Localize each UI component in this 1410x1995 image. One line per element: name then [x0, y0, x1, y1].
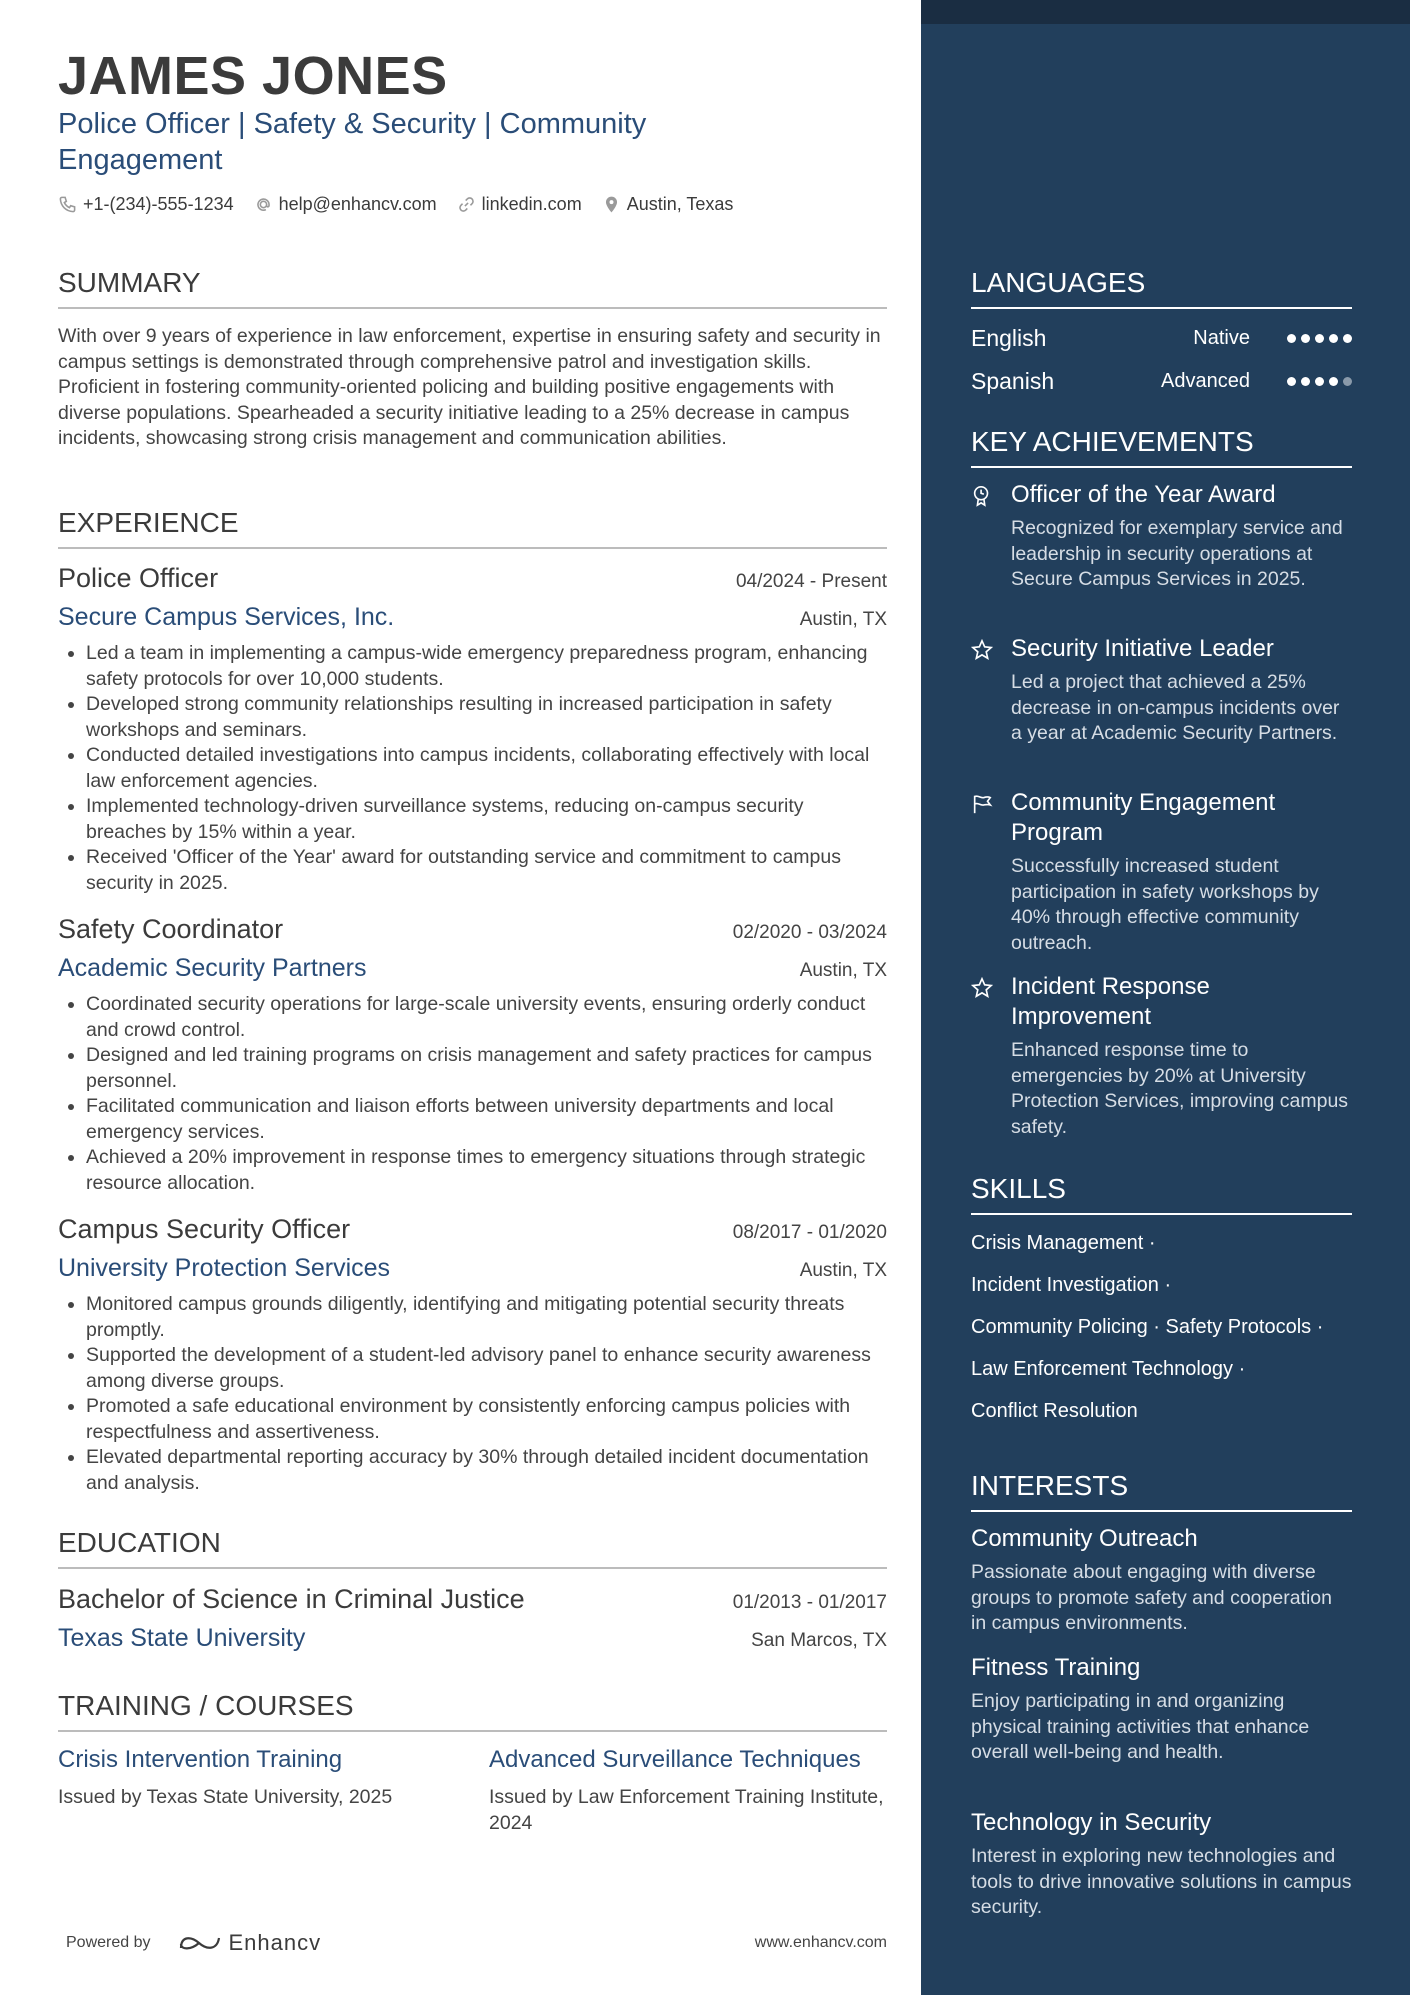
- link-icon: [457, 195, 476, 214]
- bullet-item: • Facilitated communication and liaison efforts between university departments and local emergency services.: [86, 1094, 887, 1145]
- phone-text: +1-(234)-555-1234: [83, 194, 234, 214]
- rating-dot: [1343, 377, 1352, 386]
- enhancv-logo-text: Enhancv: [228, 1930, 322, 1955]
- bullet-item: • Led a team in implementing a campus-wide emergency preparedness program, enhancing safety protocols for over 10,000 students.: [86, 641, 887, 692]
- achievement-item: [971, 480, 1352, 593]
- training-issuer: Issued by Texas State University, 2025: [58, 1786, 393, 1808]
- bullet-item: • Monitored campus grounds diligently, identifying and mitigating potential security threats promptly.: [86, 1292, 887, 1343]
- interest-title: Technology in Security: [971, 1809, 1212, 1836]
- contact-website[interactable]: [457, 194, 582, 215]
- flag-icon: [971, 793, 993, 815]
- rating-dot: [1315, 377, 1324, 386]
- sidebar-top-bar: [921, 0, 1410, 24]
- skill-item: Law Enforcement Technology ·: [971, 1358, 1246, 1380]
- education-entry: [58, 1582, 887, 1654]
- achievement-title: Security Initiative Leader: [1011, 635, 1274, 662]
- job-location: Austin, TX: [799, 1260, 887, 1281]
- job-title: Police Officer: [58, 563, 219, 593]
- interests-title: INTERESTS: [971, 1469, 1352, 1512]
- contact-location: [602, 194, 734, 215]
- star-icon: [971, 977, 993, 999]
- summary-title: SUMMARY: [58, 266, 887, 309]
- email-text: help@enhancv.com: [278, 194, 437, 214]
- education-location: San Marcos, TX: [751, 1630, 887, 1651]
- achievements-title: KEY ACHIEVEMENTS: [971, 425, 1352, 468]
- skill-text: Community Policing: [971, 1316, 1148, 1338]
- interest-desc: Interest in exploring new technologies and tools to drive innovative solutions in campus security.: [971, 1845, 1352, 1918]
- bullet-item: • Achieved a 20% improvement in response times to emergency situations through strategic resource allocation.: [86, 1145, 887, 1196]
- achievement-desc: Enhanced response time to emergencies by 20% at University Protection Services, improving campus safety.: [1011, 1039, 1349, 1138]
- training-title: TRAINING / COURSES: [58, 1689, 887, 1732]
- achievement-item: [971, 788, 1352, 956]
- at-icon: [254, 195, 273, 214]
- bullet-item: • Coordinated security operations for large-scale university events, ensuring orderly conduct and crowd control.: [86, 992, 887, 1043]
- training-item: [58, 1745, 458, 1811]
- rating-dot: [1287, 377, 1296, 386]
- bullet-item: • Developed strong community relationships resulting in increased participation in safety workshops and seminars.: [86, 692, 887, 743]
- powered-by[interactable]: [66, 1930, 321, 1956]
- headline: Police Officer | Safety & Security | Community Engagement: [58, 108, 647, 176]
- rating-dot: [1315, 334, 1324, 343]
- achievement-item: [971, 972, 1352, 1140]
- footer: [66, 1930, 887, 1956]
- rating-dot: [1301, 377, 1310, 386]
- location-text: Austin, Texas: [626, 194, 734, 214]
- job-dates: 08/2017 - 01/2020: [732, 1222, 887, 1243]
- interest-desc: Passionate about engaging with diverse groups to promote safety and cooperation in campus environments.: [971, 1561, 1332, 1634]
- school: Texas State University: [58, 1624, 306, 1652]
- language-rating: [1282, 377, 1352, 386]
- language-level: Advanced: [1161, 369, 1250, 392]
- job-bullets: [58, 641, 887, 896]
- job-company: Secure Campus Services, Inc.: [58, 603, 395, 631]
- training-name: Advanced Surveillance Techniques: [489, 1746, 861, 1773]
- powered-by-label: Powered by: [66, 1934, 151, 1951]
- interest-desc: Enjoy participating in and organizing physical training activities that enhance overall well-being and health.: [971, 1690, 1310, 1763]
- job-company: University Protection Services: [58, 1254, 391, 1282]
- language-name: Spanish: [971, 367, 1055, 394]
- language-row: [971, 323, 1352, 353]
- bullet-item: • Promoted a safe educational environment by consistently enforcing campus policies with respectfulness and assertiveness.: [86, 1394, 887, 1445]
- bullet-item: • Received 'Officer of the Year' award for outstanding service and commitment to campus security in 2025.: [86, 845, 887, 896]
- job-entry: [58, 561, 887, 896]
- job-entry: [58, 1212, 887, 1496]
- contact-phone[interactable]: [58, 194, 234, 215]
- skill-item: [971, 1398, 1138, 1424]
- skills-title: SKILLS: [971, 1172, 1352, 1215]
- interest-title: Community Outreach: [971, 1525, 1198, 1552]
- contact-bar: [58, 194, 753, 215]
- candidate-name: JAMES JONES: [58, 46, 448, 106]
- training-issuer: Issued by Law Enforcement Training Institute, 2024: [489, 1786, 884, 1834]
- location-pin-icon: [602, 195, 621, 214]
- interest-title: Fitness Training: [971, 1654, 1141, 1681]
- interest-item: [971, 1653, 1352, 1766]
- skill-text: Crisis Management: [971, 1232, 1144, 1254]
- job-bullets: [58, 1292, 887, 1496]
- languages-title: LANGUAGES: [971, 266, 1352, 309]
- job-location: Austin, TX: [799, 609, 887, 630]
- job-bullets: [58, 992, 887, 1196]
- skill-text: Incident Investigation: [971, 1274, 1159, 1296]
- rating-dot: [1343, 334, 1352, 343]
- language-name: English: [971, 324, 1047, 351]
- skill-item: Crisis Management ·: [971, 1232, 1156, 1254]
- bullet-item: • Designed and led training programs on crisis management and safety practices for campus personnel.: [86, 1043, 887, 1094]
- language-level: Native: [1193, 326, 1250, 349]
- rating-dot: [1287, 334, 1296, 343]
- contact-email[interactable]: [254, 194, 437, 215]
- education-dates: 01/2013 - 01/2017: [732, 1592, 887, 1613]
- experience-title: EXPERIENCE: [58, 506, 887, 549]
- training-name: Crisis Intervention Training: [58, 1746, 343, 1773]
- star-icon: [971, 639, 993, 661]
- job-dates: 04/2024 - Present: [735, 571, 887, 592]
- skill-text: Law Enforcement Technology: [971, 1358, 1234, 1380]
- achievement-item: [971, 634, 1352, 747]
- achievement-desc: Recognized for exemplary service and leadership in security operations at Secure Campus Services in 2025.: [1011, 517, 1343, 590]
- rating-dot: [1329, 377, 1338, 386]
- degree: Bachelor of Science in Criminal Justice: [58, 1584, 525, 1614]
- interest-item: [971, 1524, 1352, 1637]
- job-title: Safety Coordinator: [58, 914, 284, 944]
- language-row: [971, 366, 1352, 396]
- achievement-desc: Led a project that achieved a 25% decrease in on-campus incidents over a year at Academic Security Partners.: [1011, 671, 1340, 744]
- phone-icon: [58, 195, 77, 214]
- job-title: Campus Security Officer: [58, 1214, 351, 1244]
- skill-text: Conflict Resolution: [971, 1400, 1138, 1422]
- bullet-item: • Conducted detailed investigations into campus incidents, collaborating effectively with local law enforcement agencies.: [86, 743, 887, 794]
- enhancv-logo-icon: [177, 1930, 223, 1956]
- sidebar: [921, 0, 1410, 1995]
- interest-item: [971, 1808, 1352, 1921]
- medal-icon: [971, 485, 993, 507]
- job-company: Academic Security Partners: [58, 954, 367, 982]
- achievement-title: Community Engagement Program: [1011, 789, 1276, 846]
- skill-item: Incident Investigation ·: [971, 1274, 1172, 1296]
- website-text: linkedin.com: [481, 194, 582, 214]
- skill-item: Community Policing · Safety Protocols ·: [971, 1316, 1324, 1338]
- achievement-title: Officer of the Year Award: [1011, 481, 1276, 508]
- job-location: Austin, TX: [799, 960, 887, 981]
- bullet-item: • Supported the development of a student-led advisory panel to enhance security awareness among diverse groups.: [86, 1343, 887, 1394]
- footer-site-link[interactable]: www.enhancv.com: [754, 1934, 887, 1951]
- job-entry: [58, 912, 887, 1196]
- skill-text: Safety Protocols: [1165, 1316, 1312, 1338]
- achievement-desc: Successfully increased student participation in safety workshops by 40% through effective community outreach.: [1011, 855, 1319, 954]
- bullet-item: • Implemented technology-driven surveillance systems, reducing on-campus security breaches by 15% within a year.: [86, 794, 887, 845]
- training-item: [489, 1745, 887, 1836]
- job-dates: 02/2020 - 03/2024: [732, 922, 887, 943]
- achievement-title: Incident Response Improvement: [1011, 973, 1210, 1030]
- summary-text: With over 9 years of experience in law enforcement, expertise in ensuring safety and security in campus settings is demonstrated through comprehensive patrol and investigation skills. Proficient in fostering community-oriented policing and building positive engagements with diverse populations. Spearheaded a security initiative leading to a 25% decrease in campus incidents, showcasing strong crisis management and communication abilities.: [58, 325, 881, 449]
- rating-dot: [1301, 334, 1310, 343]
- rating-dot: [1329, 334, 1338, 343]
- education-title: EDUCATION: [58, 1526, 887, 1569]
- bullet-item: • Elevated departmental reporting accuracy by 30% through detailed incident documentation and analysis.: [86, 1445, 887, 1496]
- language-rating: [1282, 334, 1352, 343]
